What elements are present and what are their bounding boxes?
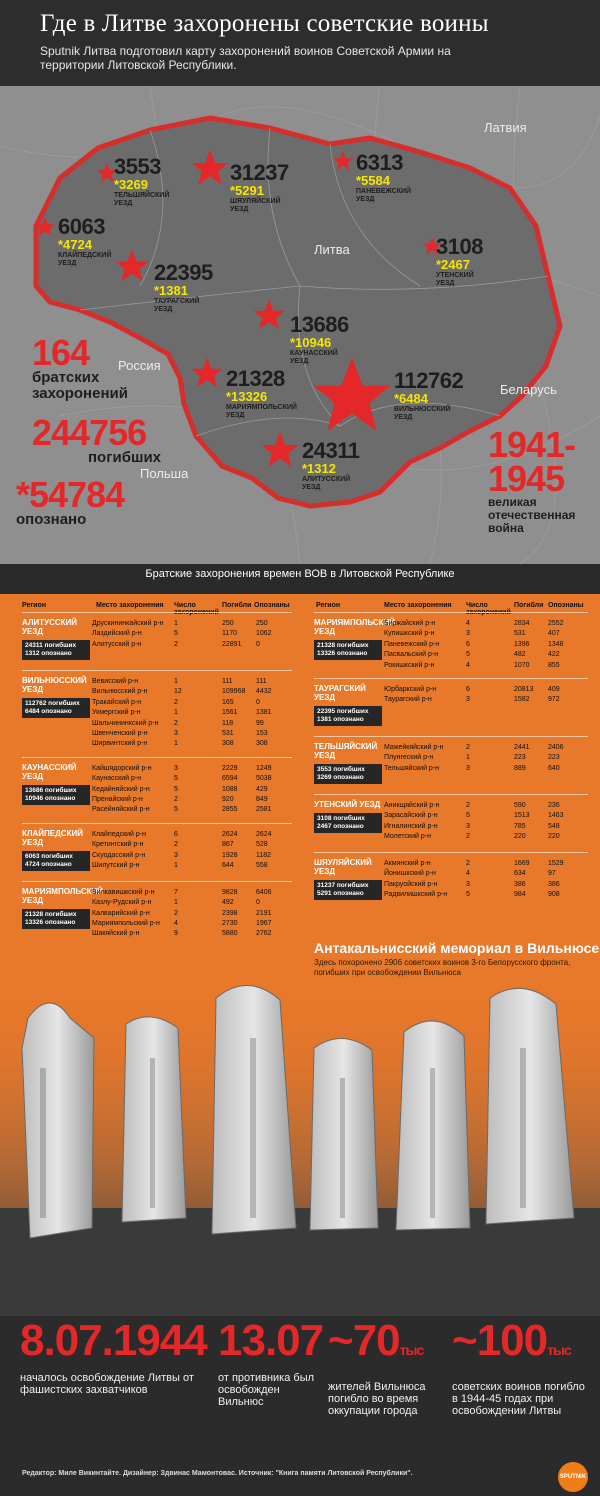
cell-known: 849 [256, 795, 268, 803]
cell-known: 2581 [256, 806, 272, 814]
cell-known: 1249 [256, 764, 272, 772]
divider [314, 678, 588, 679]
cell-known: 1463 [548, 812, 564, 820]
cell-dead: 1928 [222, 851, 238, 859]
star-icon [190, 148, 230, 188]
cell-dead: 220 [514, 833, 526, 841]
cell-dead: 20813 [514, 686, 534, 693]
cell-dead: 984 [514, 891, 526, 899]
cell-dead: 6594 [222, 775, 238, 783]
cell-count: 3 [466, 764, 470, 772]
cell-known: 236 [548, 802, 560, 809]
cell-place: Радвилишкский р-н [384, 891, 448, 899]
cell-dead: 2730 [222, 919, 238, 927]
table-row [0, 630, 600, 640]
cell-count: 1 [174, 709, 178, 717]
cell-dead: 590 [514, 802, 526, 809]
cell-place: Таурагский р-н [384, 696, 432, 704]
cell-dead: 386 [514, 880, 526, 888]
cell-place: Вильнюсский р-н [92, 688, 148, 696]
cell-place: Казлу-Рудский р-н [92, 899, 152, 907]
table-row [0, 910, 600, 920]
region-name: МАРИЯМПОЛЬСКИЙ УЕЗД [314, 618, 396, 636]
cell-known: 1381 [256, 709, 272, 717]
cell-place: Молетский р-н [384, 833, 431, 841]
cell-count: 3 [466, 880, 470, 888]
cell-known: 2406 [548, 744, 564, 751]
cell-place: Расейняйский р-н [92, 806, 150, 814]
cell-dead: 1561 [222, 709, 238, 717]
table-row [0, 720, 600, 730]
cell-known: 223 [548, 754, 560, 762]
cell-dead: 531 [514, 630, 526, 638]
table-row [0, 662, 600, 672]
region-name: КЛАЙПЕДСКИЙ УЕЗД [22, 828, 83, 847]
table-row [0, 812, 600, 822]
table-row [0, 709, 600, 719]
cell-count: 4 [466, 620, 470, 627]
cell-dead: 1088 [222, 785, 238, 793]
label-russia: Россия [118, 358, 161, 373]
cell-count: 6 [466, 640, 470, 648]
cell-place: Пренайский р-н [92, 795, 143, 803]
region-badge: 3108 погибших 2467 опознано [314, 813, 382, 833]
cell-dead: 1669 [514, 860, 530, 867]
region-kaunas: 13686 *10946 КАУНАССКИЙ УЕЗД [290, 312, 349, 365]
table-row [0, 775, 600, 785]
cell-place: Ширвинтский р-н [92, 740, 148, 748]
cell-known: 2191 [256, 909, 272, 917]
cell-count: 3 [466, 630, 470, 638]
cell-place: Йонишкский р-н [384, 870, 436, 878]
cell-known: 908 [548, 891, 560, 899]
table-row [0, 870, 600, 880]
star-icon [114, 248, 150, 284]
cell-dead: 1070 [514, 661, 530, 669]
col-dead: Погибли [514, 602, 544, 609]
cell-known: 2624 [256, 830, 272, 838]
divider [314, 612, 588, 613]
region-badge: 6063 погибших 4724 опознано [22, 851, 90, 871]
cell-place: Паневежский р-н [384, 640, 440, 648]
region-badge: 21328 погибших 13326 опознано [22, 909, 90, 929]
star-icon [34, 216, 56, 238]
cell-count: 3 [466, 696, 470, 704]
summary-dead: 244756 погибших [32, 412, 162, 466]
region-name: КАУНАССКИЙ УЕЗД [22, 762, 77, 781]
cell-place: Аникщяйский р-н [384, 802, 440, 809]
table-row [0, 830, 600, 843]
region-badge: 22395 погибших 1381 опознано [314, 706, 382, 726]
cell-known: 0 [256, 698, 260, 706]
region-name: ШЯУЛЯЙСКИЙ УЕЗД [314, 858, 372, 876]
cell-dead: 2441 [514, 744, 530, 751]
cell-known: 528 [256, 841, 268, 849]
stat-vilnius-freed: 13.07 от противника был освобожден Вильнюс [218, 1316, 324, 1408]
cell-dead: 2855 [222, 806, 238, 814]
burial-map [0, 86, 600, 564]
cell-place: Лаздийский р-н [92, 630, 142, 638]
label-belarus: Беларусь [500, 382, 557, 397]
cell-place: Каунасский р-н [92, 775, 142, 783]
divider [22, 612, 292, 613]
cell-count: 6 [174, 830, 178, 838]
cell-known: 409 [548, 686, 560, 693]
war-years: 1941- 1945 великая отечественная война [488, 424, 576, 535]
cell-place: Вевисский р-н [92, 678, 139, 685]
cell-place: Мариямпольский р-н [92, 919, 160, 927]
col-count: Число [174, 602, 196, 609]
region-badge: 24311 погибших 1312 опознано [22, 640, 90, 660]
table-row [0, 744, 600, 754]
cell-count: 4 [466, 870, 470, 878]
star-icon [190, 356, 224, 390]
table-row [0, 641, 600, 651]
star-icon [310, 354, 394, 438]
cell-count: 3 [174, 764, 178, 772]
cell-count: 2 [174, 795, 178, 803]
cell-place: Алитусский р-н [92, 640, 142, 648]
footer [0, 1466, 600, 1496]
cell-count: 1 [174, 899, 178, 907]
table-row [0, 860, 600, 870]
cell-dead: 785 [514, 822, 526, 830]
cell-known: 407 [548, 630, 560, 638]
region-name: АЛИТУССКИЙ УЕЗД [22, 618, 78, 636]
cell-count: 1 [174, 861, 178, 869]
cell-dead: 867 [222, 841, 234, 849]
region-vilnius: 112762 *6484 ВИЛЬНЮССКИЙ УЕЗД [394, 368, 464, 421]
cell-dead: 1396 [514, 640, 530, 648]
col-dead: Погибли [222, 602, 252, 609]
table-title: Братские захоронения времен ВОВ в Литовской Республике [0, 564, 600, 584]
region-name: ТАУРАГСКИЙ УЕЗД [314, 684, 366, 702]
cell-count: 5 [466, 891, 470, 899]
cell-dead: 2624 [222, 830, 238, 838]
cell-count: 4 [466, 661, 470, 669]
burials-table [0, 564, 600, 996]
cell-place: Друскининкайский р-н [92, 620, 164, 627]
cell-count: 2 [466, 860, 470, 867]
cell-dead: 644 [222, 861, 234, 869]
region-panevezys: 6313 *5584 ПАНЕВЕЖСКИЙ УЕЗД [356, 150, 412, 203]
region-name: ТЕЛЬШЯЙСКИЙ УЕЗД [314, 742, 378, 760]
memorial-image [0, 978, 600, 1316]
cell-count: 3 [174, 851, 178, 859]
cell-dead: 250 [222, 620, 234, 627]
cell-known: 422 [548, 651, 560, 659]
cell-place: Пасвальский р-н [384, 651, 439, 659]
cell-known: 153 [256, 729, 268, 737]
cell-dead: 5880 [222, 930, 238, 938]
cell-known: 1348 [548, 640, 564, 648]
cell-count: 12 [174, 688, 182, 696]
cell-known: 2762 [256, 930, 272, 938]
cell-count: 5 [466, 812, 470, 820]
cell-count: 1 [174, 620, 178, 627]
cell-known: 1062 [256, 630, 272, 638]
cell-count: 2 [174, 909, 178, 917]
cell-count: 6 [466, 686, 470, 693]
cell-known: 0 [256, 899, 260, 907]
star-icon [252, 298, 286, 332]
summary-burials: 164 братских захоронений [32, 332, 128, 402]
cell-known: 0 [256, 640, 260, 648]
col-place: Место захоронения [96, 602, 164, 609]
cell-place: Шилутский р-н [92, 861, 140, 869]
cell-dead: 9828 [222, 888, 238, 896]
cell-dead: 920 [222, 795, 234, 803]
cell-count: 7 [174, 888, 178, 896]
cell-place: Клайпедский р-н [92, 830, 146, 838]
col-known: Опознаны [254, 602, 290, 609]
cell-place: Кайшядорский р-н [92, 764, 152, 772]
sputnik-logo: SPUTNIK [558, 1462, 588, 1492]
table-row [0, 620, 600, 630]
table-row [0, 754, 600, 764]
col-region: Регион [22, 602, 47, 609]
table-row [0, 696, 600, 706]
cell-place: Пакруойский р-н [384, 880, 438, 888]
label-latvia: Латвия [484, 120, 527, 135]
cell-dead: 223 [514, 754, 526, 762]
cell-known: 308 [256, 740, 268, 748]
cell-known: 250 [256, 620, 268, 627]
cell-known: 97 [548, 870, 556, 878]
key-dates [0, 1316, 600, 1466]
cell-place: Укмергский р-н [92, 709, 141, 717]
table-row [0, 765, 600, 775]
region-taurage: 22395 *1381 ТАУРАГСКИЙ УЕЗД [154, 260, 213, 313]
cell-dead: 2834 [514, 620, 530, 627]
cell-place: Шакяйский р-н [92, 930, 140, 938]
cell-dead: 2229 [222, 764, 238, 772]
cell-known: 99 [256, 719, 264, 727]
memorial-title: Антакальнисский мемориал в Вильнюсе [314, 940, 600, 956]
cell-dead: 118 [222, 719, 234, 727]
cell-dead: 492 [222, 899, 234, 907]
region-alytus: 24311 *1312 АЛИТУССКИЙ УЕЗД [302, 438, 360, 491]
table-row [0, 802, 600, 812]
cell-dead: 22891 [222, 640, 242, 648]
cell-count: 5 [174, 785, 178, 793]
cell-known: 1529 [548, 860, 564, 867]
col-count: Число [466, 602, 488, 609]
region-telsiai: 3553 *3269 ТЕЛЬШЯЙСКИЙ УЕЗД [114, 154, 170, 207]
cell-place: Тельшяйский р-н [384, 764, 440, 772]
cell-dead: 482 [514, 651, 526, 659]
cell-known: 1967 [256, 919, 272, 927]
cell-dead: 1170 [222, 630, 238, 638]
table-row [0, 881, 600, 891]
cell-place: Кедайняйский р-н [92, 785, 150, 793]
cell-known: 5038 [256, 775, 272, 783]
cell-count: 2 [466, 802, 470, 809]
col-known: Опознаны [548, 602, 584, 609]
table-row [0, 823, 600, 833]
region-name: ВИЛЬНЮССКИЙ УЕЗД [22, 676, 87, 694]
cell-count: 5 [466, 651, 470, 659]
star-icon [260, 430, 300, 470]
cell-count: 1 [174, 678, 178, 685]
cell-known: 220 [548, 833, 560, 841]
region-name: УТЕНСКИЙ УЕЗД [314, 800, 381, 809]
credits: Редактор: Миле Викинтайте. Дизайнер: Здвинас Мамонтовас. Источник: "Книга памяти Литовской Республики". [22, 1470, 413, 1477]
cell-count: 2 [174, 698, 178, 706]
stat-liberation-start: 8.07.1944 началось освобождение Литвы от фашистских захватчиков [20, 1316, 207, 1396]
cell-count: 1 [466, 754, 470, 762]
divider [314, 852, 588, 853]
cell-place: Мажейкяйский р-н [384, 744, 444, 751]
cell-known: 6406 [256, 888, 272, 896]
stat-civilians: ~70тыс жителей Вильнюса погибло во время оккупации города [328, 1316, 426, 1417]
region-badge: 112762 погибших 6484 опознано [22, 698, 90, 718]
cell-dead: 109968 [222, 688, 246, 696]
cell-count: 3 [174, 729, 178, 737]
cell-count: 5 [174, 806, 178, 814]
cell-known: 640 [548, 764, 560, 772]
page-title: Где в Литве захоронены советские воины [40, 10, 489, 37]
region-badge: 21328 погибших 13326 опознано [314, 640, 382, 660]
divider [314, 794, 588, 795]
region-klaipeda: 6063 *4724 КЛАЙПЕДСКИЙ УЕЗД [58, 214, 112, 267]
label-lithuania: Литва [314, 242, 350, 257]
cell-known: 855 [548, 661, 560, 669]
region-badge: 31237 погибших 5291 опознано [314, 880, 382, 900]
cell-dead: 165 [222, 698, 234, 706]
header [0, 0, 600, 86]
cell-known: 548 [548, 822, 560, 830]
cell-place: Скуодасский р-н [92, 851, 146, 859]
cell-place: Кретингский р-н [92, 841, 144, 849]
page-subtitle: Sputnik Литва подготовил карту захоронений воинов Советской Армии на территории Литовской Республики. [40, 44, 451, 72]
cell-dead: 308 [222, 740, 234, 748]
table-row [0, 686, 600, 696]
cell-dead: 531 [222, 729, 234, 737]
cell-place: Швенченский р-н [92, 729, 148, 737]
cell-dead: 889 [514, 764, 526, 772]
cell-dead: 2398 [222, 909, 238, 917]
cell-count: 2 [466, 744, 470, 751]
cell-count: 3 [466, 822, 470, 830]
cell-count: 5 [174, 775, 178, 783]
cell-known: 972 [548, 696, 560, 704]
summary-known: *54784 опознано [16, 474, 125, 528]
cell-count: 2 [466, 833, 470, 841]
cell-place: Рокишкский р-н [384, 661, 435, 669]
cell-place: Шальчининкский р-н [92, 719, 159, 727]
cell-place: Калварийский р-н [92, 909, 150, 917]
cell-known: 4432 [256, 688, 272, 696]
cell-dead: 111 [222, 678, 233, 685]
table-row [0, 920, 600, 930]
cell-known: 2552 [548, 620, 564, 627]
table-row [0, 651, 600, 661]
cell-known: 429 [256, 785, 268, 793]
cell-count: 2 [174, 841, 178, 849]
region-badge: 13686 погибших 10946 опознано [22, 785, 90, 805]
cell-place: Акмянский р-н [384, 860, 431, 867]
cell-place: Плунгеский р-н [384, 754, 434, 762]
region-badge: 3553 погибших 3269 опознано [314, 764, 382, 784]
cell-known: 558 [256, 861, 268, 869]
cell-dead: 1513 [514, 812, 530, 820]
stat-soldiers: ~100тыс советских воинов погибло в 1944-45 годах при освобождении Литвы [452, 1316, 585, 1417]
cell-place: Купишкский р-н [384, 630, 435, 638]
cell-known: 386 [548, 880, 560, 888]
cell-count: 4 [174, 919, 178, 927]
region-utena: 3108 *2467 УТЕНСКИЙ УЕЗД [436, 234, 483, 287]
col-place: Место захоронения [384, 602, 452, 609]
cell-place: Тракайский р-н [92, 698, 142, 706]
cell-place: Игналинский р-н [384, 822, 438, 830]
col-region: Регион [316, 602, 341, 609]
cell-place: Биржайский р-н [384, 620, 436, 627]
cell-count: 2 [174, 719, 178, 727]
cell-count: 5 [174, 630, 178, 638]
cell-place: Вилкавишкский р-н [92, 888, 155, 896]
cell-dead: 1582 [514, 696, 530, 704]
cell-count: 2 [174, 640, 178, 648]
cell-known: 111 [256, 678, 267, 685]
region-siauliai: 31237 *5291 ШЯУЛЯЙСКИЙ УЕЗД [230, 160, 289, 213]
cell-known: 1182 [256, 851, 272, 859]
cell-place: Юрбаркский р-н [384, 686, 437, 693]
label-poland: Польша [140, 466, 189, 481]
region-name: МАРИЯМПОЛЬСКИЙ УЕЗД [22, 886, 104, 905]
cell-place: Зарасайский р-н [384, 812, 438, 820]
region-marijampole: 21328 *13326 МАРИЯМПОЛЬСКИЙ УЕЗД [226, 366, 297, 419]
divider [314, 736, 588, 737]
cell-count: 9 [174, 930, 178, 938]
memorial-description: Здесь похоронено 2906 советских воинов 3-го Белорусского фронта, погибших при освобождении Вильнюса [314, 958, 571, 977]
cell-dead: 634 [514, 870, 526, 878]
star-icon [332, 150, 354, 172]
cell-count: 1 [174, 740, 178, 748]
